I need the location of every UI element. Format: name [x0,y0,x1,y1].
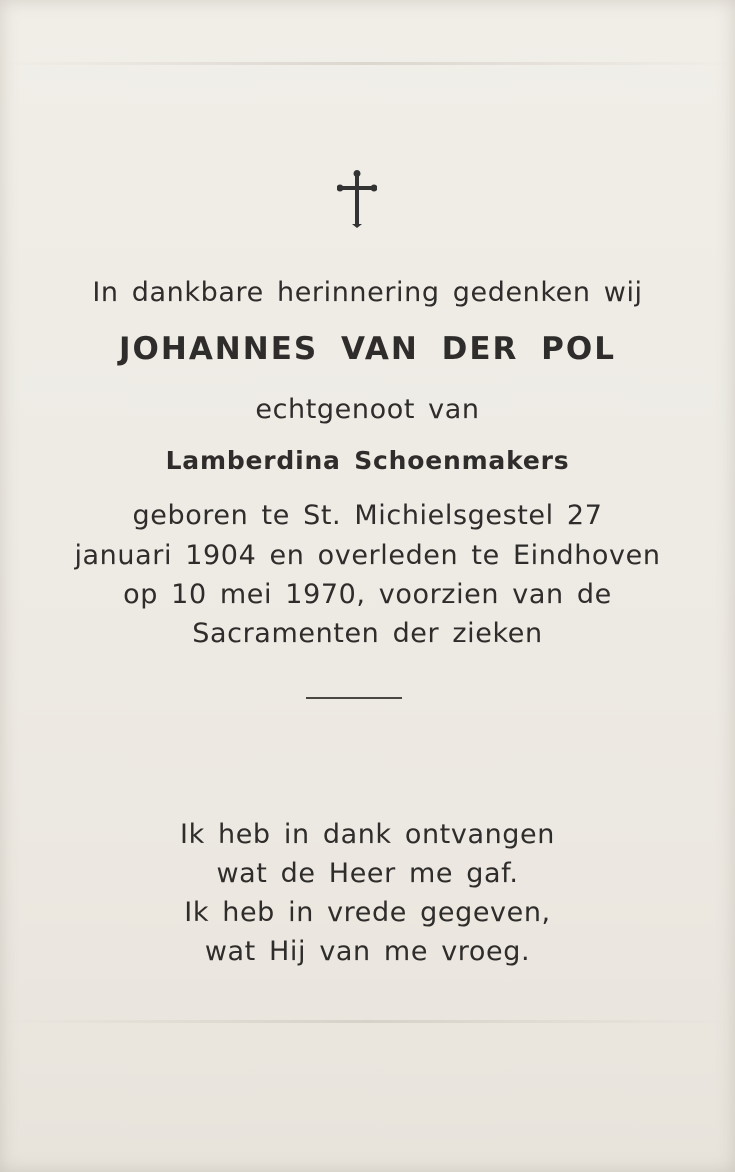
relation-text: echtgenoot van [255,394,480,425]
latin-cross-icon [337,170,377,228]
verse-line: wat Hij van me vroeg. [204,936,531,967]
verse-line: Ik heb in vrede gegeven, [184,897,551,928]
biography-line: op 10 mei 1970, voorzien van de [123,579,612,610]
spouse-name: Lamberdina Schoenmakers [165,446,570,475]
verse-line: Ik heb in dank ontvangen [180,819,555,850]
biography-line: Sacramenten der zieken [192,618,543,649]
paper-crease [0,62,735,65]
intro-text: In dankbare herinnering gedenken wij [92,277,643,308]
divider-rule [306,697,402,699]
deceased-name: JOHANNES VAN DER POL [118,331,617,367]
biography-line: geboren te St. Michielsgestel 27 [132,500,603,531]
paper-crease [0,1020,735,1023]
verse-line: wat de Heer me gaf. [216,858,519,889]
biography-line: januari 1904 en overleden te Eindhoven [74,540,661,571]
